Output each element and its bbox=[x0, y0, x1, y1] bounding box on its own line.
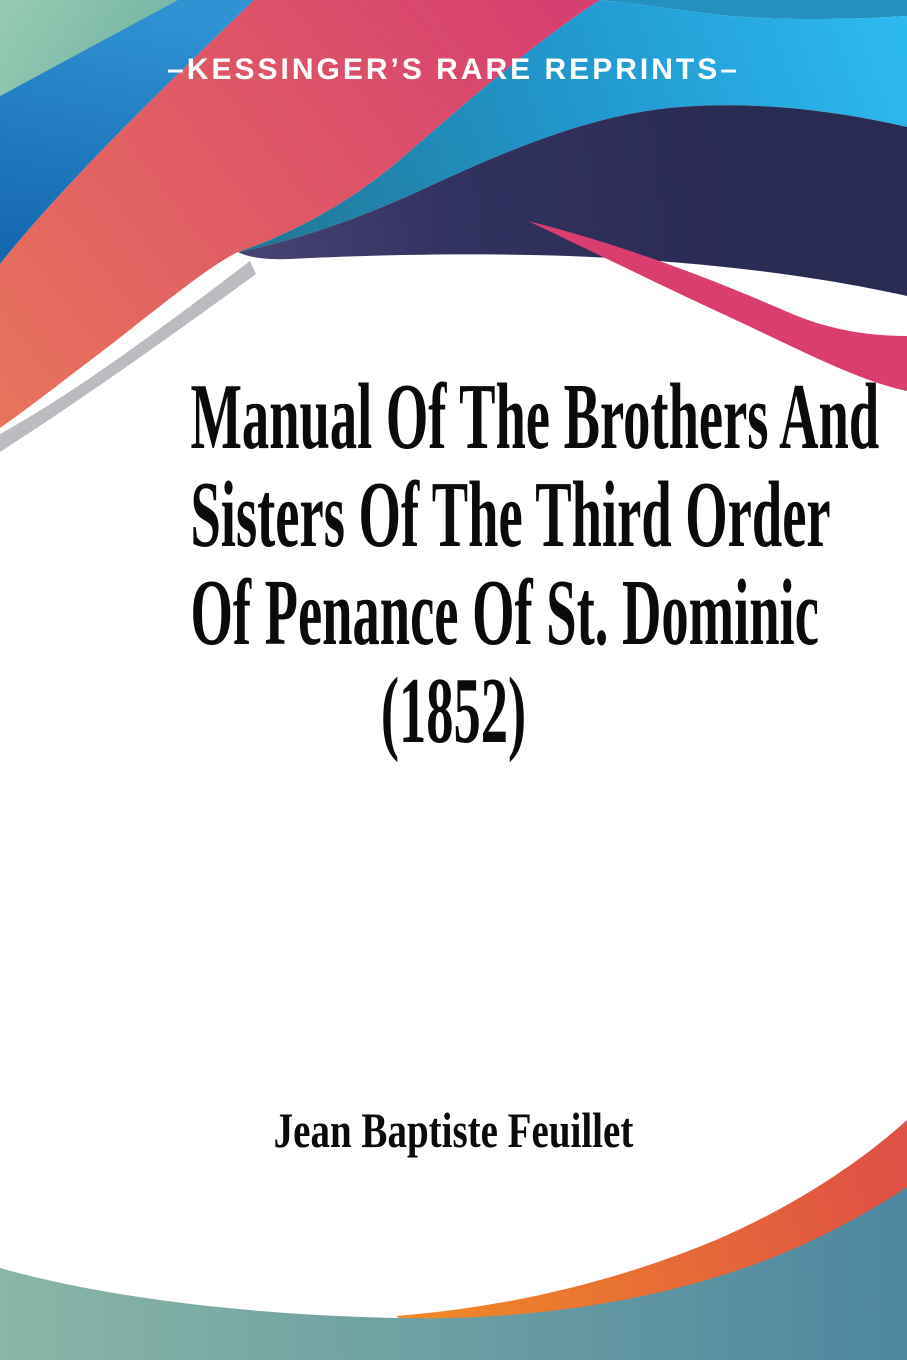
title-line-1: Manual Of The Brothers And bbox=[190, 365, 880, 469]
title-line-2: Sisters Of The Third Order bbox=[190, 463, 831, 567]
author-name: Jean Baptiste Feuillet bbox=[273, 1102, 634, 1158]
title-line-3: Of Penance Of St. Dominic bbox=[190, 561, 819, 665]
teal-bottom-band bbox=[0, 1187, 907, 1360]
publisher-banner: –KESSINGER’S RARE REPRINTS– bbox=[167, 53, 740, 86]
book-title bbox=[0, 365, 907, 763]
title-line-4: (1852) bbox=[380, 659, 527, 763]
